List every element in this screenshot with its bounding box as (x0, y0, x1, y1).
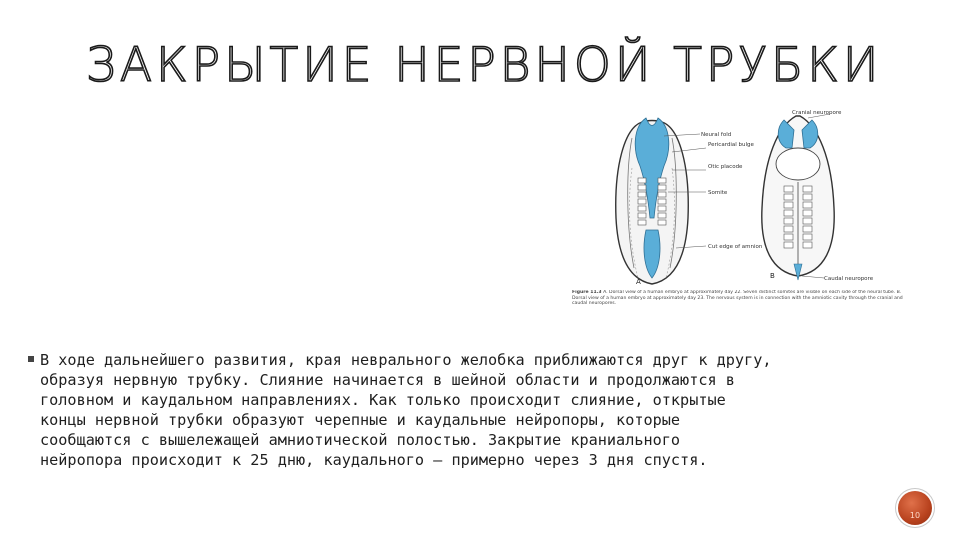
label-pericardial-bulge: Pericardial bulge (708, 142, 754, 148)
label-panel-a: A (636, 278, 641, 286)
label-otic-placode: Otic placode (708, 164, 743, 170)
embryo-illustration (572, 108, 912, 323)
figure-caption-heading: Figure 11.3 (572, 290, 602, 295)
figure-caption (572, 290, 912, 323)
label-somite: Somite (708, 190, 728, 196)
bullet-text: В ходе дальнейшего развития, края неврального желобка приближаются друг к другу, образуя нервную трубку. Слияние начинается в шейной области и продолжаются в головном и каудальном направлениях. Как только происходит слияние, открытые концы нервной трубки образуют черепные и каудальные нейропоры, которые сообщаются с вышележащей амниотической полостью. Закрытие краниального нейропора происходит к 25 дню, каудального – примерно через 3 дня спустя. (40, 351, 772, 469)
slide-title: ЗАКРЫТИЕ НЕРВНОЙ ТРУБКИ (86, 38, 883, 93)
embryo-a (616, 118, 689, 284)
bullet-square-icon (28, 356, 34, 362)
label-cut-edge-amnion: Cut edge of amnion (708, 244, 763, 250)
figure-caption-text: A. Dorsal view of a human embryo at approximately day 22. Seven distinct somites are visible on each side of the neural tube. B. Dorsal view of a human embryo at approximately day 23. The nervous system is in connection with the amniotic cavity through the cranial and caudal neuropores. (572, 290, 903, 307)
embryo-figure (572, 108, 912, 323)
label-panel-b: B (770, 272, 775, 280)
label-caudal-neuropore: Caudal neuropore (824, 276, 874, 282)
label-neural-fold: Neural fold (701, 132, 732, 138)
bullet-paragraph (28, 350, 848, 470)
page-number-badge (898, 491, 932, 525)
page-number: 10 (909, 511, 921, 520)
embryo-b (762, 116, 834, 280)
label-cranial-neuropore: Cranial neuropore (792, 110, 842, 116)
